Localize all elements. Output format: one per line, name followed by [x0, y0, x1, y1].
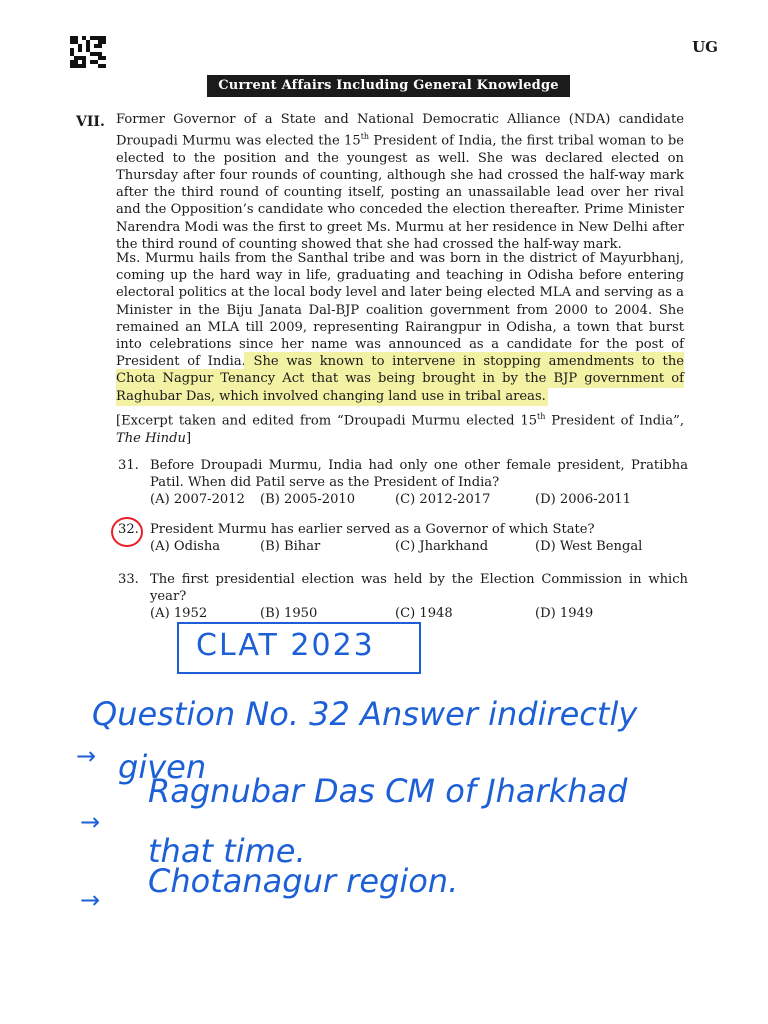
passage-number: VII.	[76, 114, 105, 130]
red-circle-annotation	[111, 517, 143, 547]
question-32	[118, 521, 688, 555]
arrow-icon: →	[80, 886, 101, 914]
question-number: 31.	[118, 458, 139, 473]
option-c: (C) 2012-2017	[395, 492, 491, 507]
question-text: Before Droupadi Murmu, India had only one other female president, Pratibha Patil. When did Patil serve as the President of India?	[150, 458, 688, 490]
options-row	[150, 605, 688, 622]
passage-paragraph-2: Ms. Murmu hails from the Santhal tribe and was born in the district of Mayurbhanj, coming up the hard way in life, graduating and teaching in Odisha before entering electoral politics at the local body level and later being elected MLA and serving as a Minister in the Biju Janata Dal-BJP coalition government from 2000 to 2004. She remained an MLA till 2009, representing Rairangpur in Odisha, a town that burst into celebrations since her name was announced as a candidate for the post of President of India. She was known to intervene in stopping amendments to the Chota Nagpur Tenancy Act that was being brought in by the BJP government of Raghubar Das, which involved changing land use in tribal areas.	[116, 251, 684, 404]
qr-code-icon	[70, 36, 106, 68]
option-c: (C) Jharkhand	[395, 539, 489, 554]
section-banner: Current Affairs Including General Knowledge	[207, 75, 570, 97]
options-row	[150, 538, 688, 555]
question-33	[118, 571, 688, 622]
option-b: (B) 1950	[260, 606, 318, 621]
option-d: (D) 2006-2011	[535, 492, 631, 507]
handwritten-note-line-1: Question No. 32 Answer indirectly	[92, 695, 638, 733]
option-d: (D) West Bengal	[535, 539, 643, 554]
option-a: (A) 1952	[150, 606, 208, 621]
handwritten-note-line-4: that time.	[148, 832, 306, 870]
option-d: (D) 1949	[535, 606, 594, 621]
option-b: (B) 2005-2010	[260, 492, 356, 507]
option-a: (A) 2007-2012	[150, 492, 245, 507]
option-c: (C) 1948	[395, 606, 453, 621]
question-text: President Murmu has earlier served as a Governor of which State?	[150, 522, 595, 537]
arrow-icon: →	[76, 742, 97, 770]
arrow-icon: →	[80, 808, 101, 836]
highlighted-text: She was known to intervene in stopping amendments to the Chota Nagpur Tenancy Act that was being brought in by the BJP government of Raghubar Das, which involved changing land use in tribal areas.	[116, 354, 684, 404]
question-number: 33.	[118, 572, 139, 587]
question-31	[118, 457, 688, 508]
handwritten-note-line-2: given	[118, 748, 207, 786]
paper-code: UG	[692, 38, 718, 56]
clat-label: CLAT 2023	[196, 628, 375, 663]
question-text: The first presidential election was held by the Election Commission in which year?	[150, 572, 688, 604]
handwritten-note-line-3: Ragnubar Das CM of Jharkhad	[148, 772, 628, 810]
question-number: 32.	[118, 522, 139, 537]
option-a: (A) Odisha	[150, 539, 221, 554]
handwritten-note-line-5: Chotanagur region.	[148, 862, 459, 900]
option-b: (B) Bihar	[260, 539, 321, 554]
options-row	[150, 491, 688, 508]
passage-source: [Excerpt taken and edited from “Droupadi Murmu elected 15th President of India”, The Hindu]	[116, 412, 684, 446]
passage-paragraph-1: Former Governor of a State and National Democratic Alliance (NDA) candidate Droupadi Murmu was elected the 15th President of India, the first tribal woman to be elected to the position and the youngest as well. She was declared elected on Thursday after four rounds of counting, although she had crossed the half-way mark after the third round of counting itself, posting an unassailable lead over her rival and the Opposition’s candidate who conceded the election thereafter. Prime Minister Narendra Modi was the first to greet Ms. Murmu at her residence in New Delhi after the third round of counting showed that she had crossed the half-way mark.	[116, 112, 684, 252]
